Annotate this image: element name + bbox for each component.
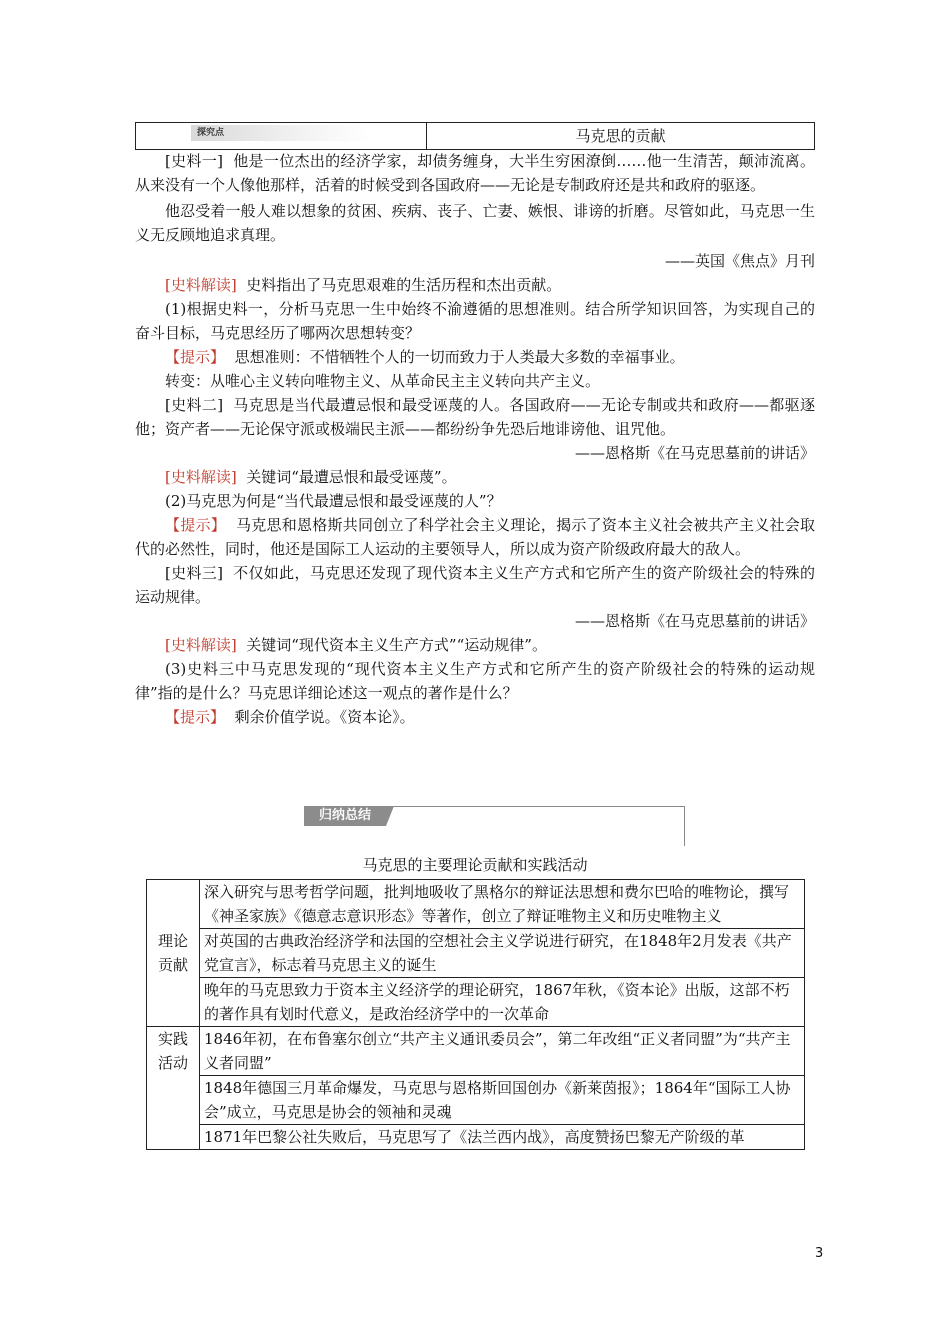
material1-source: ——英国《焦点》月刊 (664, 252, 815, 270)
hint-3 (135, 705, 815, 729)
category-line: 实践 (157, 1030, 188, 1048)
material1-text: 他是一位杰出的经济学家，却债务缠身，大半生穷困潦倒……他一生清苦，颠沛流离。从来没有一个人像他那样，活着的时候受到各国政府——无论是专制政府还是共和政府的驱逐。 (135, 152, 815, 194)
table-cell: 1871年巴黎公社失败后，马克思写了《法兰西内战》，高度赞扬巴黎无产阶级的革 (200, 1125, 805, 1150)
hint-label: 【提示】 (165, 516, 226, 534)
material1-interp (135, 273, 815, 297)
hint-text: 思想准则：不惜牺牲个人的一切而致力于人类最大多数的幸福事业。 (234, 348, 685, 366)
hint-text: 马克思和恩格斯共同创立了科学社会主义理论，揭示了资本主义社会被共产主义社会取代的必然性，同时，他还是国际工人运动的主要领导人，所以成为资产阶级政府最大的敌人。 (135, 516, 815, 558)
material3-label: [史料三] (165, 564, 223, 582)
table-cell: 1848年德国三月革命爆发，马克思与恩格斯回国创办《新莱茵报》；1864年“国际工人协会”成立，马克思是协会的领袖和灵魂 (200, 1076, 805, 1125)
hint-2 (135, 513, 815, 561)
material1-paragraph (135, 149, 815, 197)
hint-label: 【提示】 (165, 708, 226, 726)
material2-label: [史料二] (165, 396, 224, 414)
table-cell: 晚年的马克思致力于资本主义经济学的理论研究，1867年秋，《资本论》出版，这部不朽的著作具有划时代意义，是政治经济学中的一次革命 (200, 978, 805, 1027)
material3-source: ——恩格斯《在马克思墓前的讲话》 (574, 612, 815, 630)
material2-interp (135, 465, 815, 489)
hint-text: 剩余价值学说。《资本论》。 (234, 708, 415, 726)
interp-label: [史料解读] (165, 636, 237, 654)
material1-label: [史料一] (165, 152, 224, 170)
category-line: 理论 (157, 932, 188, 950)
table-caption: 马克思的主要理论贡献和实践活动 (362, 856, 588, 874)
material2-paragraph (135, 393, 815, 441)
table-row (147, 1125, 805, 1150)
material1-text2: 他忍受着一般人难以想象的贫困、疾病、丧子、亡妻、嫉恨、诽谤的折磨。尽管如此，马克思一生义无反顾地追求真理。 (135, 202, 815, 244)
section-title: 马克思的贡献 (575, 127, 666, 145)
hint-1 (135, 345, 815, 369)
summary-table (146, 879, 805, 1150)
category-practice (147, 1027, 200, 1150)
interp-text: 关键词“最遭忌恨和最受诬蔑”。 (246, 468, 457, 486)
question-3: (3)史料三中马克思发现的“现代资本主义生产方式和它所产生的资产阶级社会的特殊的运动规律”指的是什么？马克思详细论述这一观点的著作是什么？ (135, 660, 815, 702)
table-cell: 对英国的古典政治经济学和法国的空想社会主义学说进行研究，在1848年2月发表《共产党宣言》，标志着马克思主义的诞生 (200, 929, 805, 978)
material2-source: ——恩格斯《在马克思墓前的讲话》 (574, 444, 815, 462)
question-2: (2)马克思为何是“当代最遭忌恨和最受诬蔑的人”？ (165, 492, 502, 510)
material3-text: 不仅如此，马克思还发现了现代资本主义生产方式和它所产生的资产阶级社会的特殊的运动规律。 (135, 564, 815, 606)
table-cell: 深入研究与思考哲学问题，批判地吸收了黑格尔的辩证法思想和费尔巴哈的唯物论，撰写《神圣家族》《德意志意识形态》等著作，创立了辩证唯物主义和历史唯物主义 (200, 880, 805, 929)
material2-text: 马克思是当代最遭忌恨和最受诬蔑的人。各国政府——无论专制或共和政府——都驱逐他；资产者——无论保守派或极端民主派——都纷纷争先恐后地诽谤他、诅咒他。 (135, 396, 815, 438)
table-row (147, 880, 805, 929)
body-text (135, 149, 815, 729)
material3-paragraph (135, 561, 815, 609)
interp-label: [史料解读] (165, 468, 237, 486)
hint-label: 【提示】 (165, 348, 226, 366)
question-1: (1)根据史料一，分析马克思一生中始终不渝遵循的思想准则。结合所学知识回答，为实现自己的奋斗目标，马克思经历了哪两次思想转变？ (135, 300, 815, 342)
section-header-left (136, 123, 427, 149)
category-theory (147, 880, 200, 1027)
category-line: 贡献 (157, 956, 188, 974)
material3-interp (135, 633, 815, 657)
section-header (135, 122, 815, 150)
interp-label: [史料解读] (165, 276, 237, 294)
interp-text: 关键词“现代资本主义生产方式”“运动规律”。 (246, 636, 547, 654)
page-number: 3 (815, 1246, 824, 1261)
table-row (147, 1076, 805, 1125)
category-line: 活动 (157, 1054, 188, 1072)
interp-text: 史料指出了马克思艰难的生活历程和杰出贡献。 (246, 276, 562, 294)
hint-1b: 转变：从唯心主义转向唯物主义、从革命民主主义转向共产主义。 (165, 372, 601, 390)
summary-tag: 归纳总结 (304, 806, 386, 826)
section-tag: 探究点 (191, 125, 371, 141)
table-row (147, 929, 805, 978)
table-cell: 1846年初，在布鲁塞尔创立“共产主义通讯委员会”，第二年改组“正义者同盟”为“共产主义者同盟” (200, 1027, 805, 1076)
table-row (147, 1027, 805, 1076)
table-row (147, 978, 805, 1027)
